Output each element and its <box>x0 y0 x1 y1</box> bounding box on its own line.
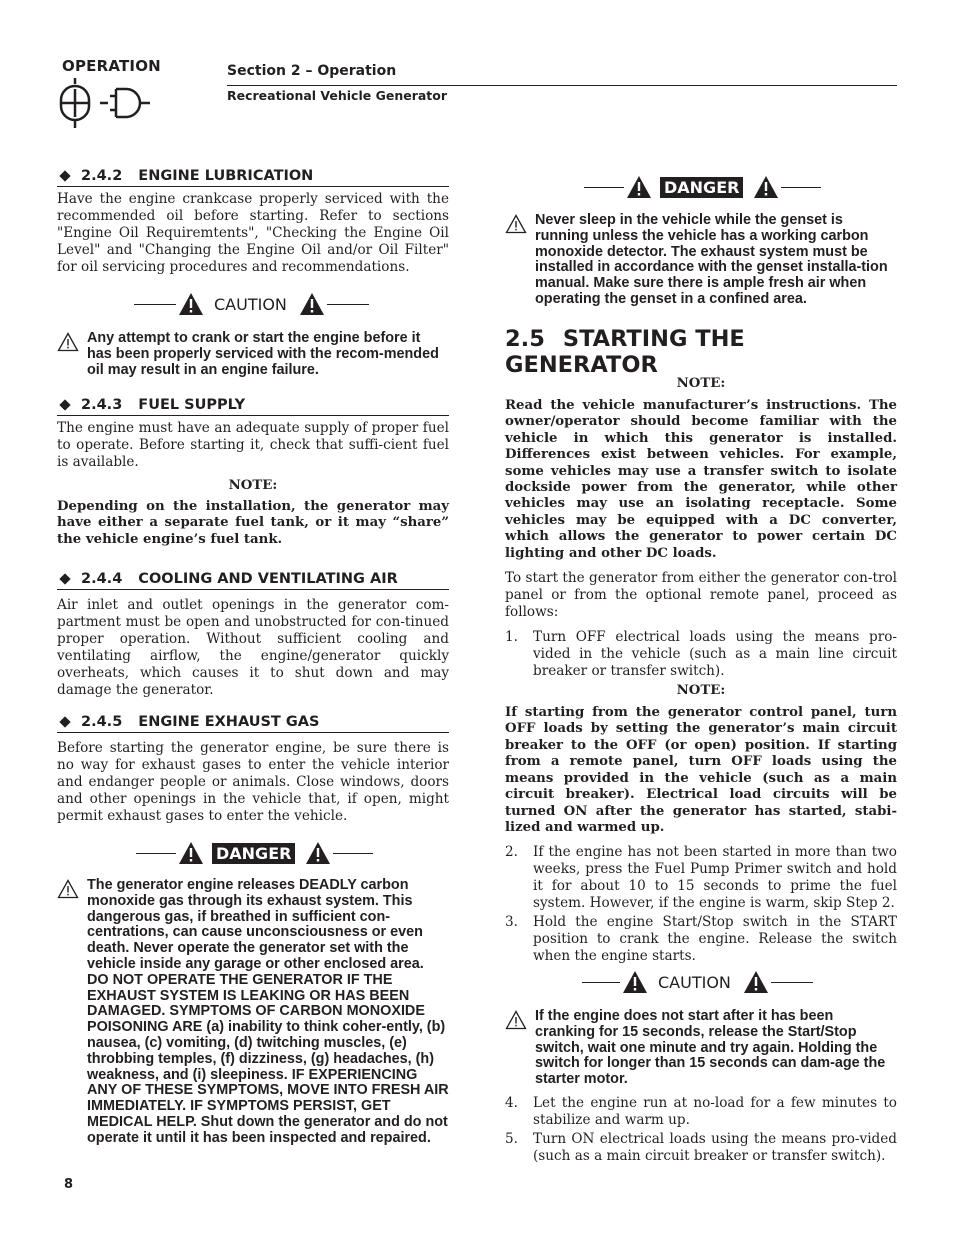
section-2-4-3 <box>57 397 449 548</box>
danger-text: The generator engine releases DEADLY carbon monoxide gas through its exhaust system. This dangerous gas, if breathed in sufficient con-centrations, can cause unconsciousness or even death. Never operate the generator set with the vehicle inside any garage or other enclosed area. DO NOT OPERATE THE GENERATOR IF THE EXHAUST SYSTEM IS LEAKING OR HAS BEEN DAMAGED. SYMPTOMS OF CARBON MONOXIDE POISONING ARE (a) inability to think coher-ently, (b) nausea, (c) vomiting, (d) twitching muscles, (e) throbbing temples, (f) dizziness, (g) headaches, (h) weakness, and (i) sleepiness. IF EXPERIENCING ANY OF THESE SYMPTOMS, MOVE INTO FRESH AIR IMMEDIATELY. IF SYMPTOMS PERSIST, GET MEDICAL HELP. Shut down the generator and do not operate it until it has been inspected and repaired. <box>87 877 449 1146</box>
note-text: If starting from the generator control panel, turn OFF loads by setting the generator’s main circuit breaker to the OFF (or open) position. If starting from a remote panel, turn OFF loads using the means provided in the vehicle (such as a main circuit breaker). Electrical load circuits will be turned ON after the generator has started, stabi-lized and warmed up. <box>505 705 897 835</box>
list-text: Let the engine run at no-load for a few minutes to stabilize and warm up. <box>533 1095 897 1128</box>
section-2-4-5 <box>57 714 449 825</box>
section-number: 2.4.4 <box>81 571 123 587</box>
list-number: 3. <box>505 914 518 931</box>
danger-banner <box>136 841 373 865</box>
section-title: FUEL SUPPLY <box>138 397 246 413</box>
caution-message <box>57 331 449 378</box>
list-item <box>505 1131 897 1165</box>
list-item <box>505 914 897 965</box>
section-title: ENGINE EXHAUST GAS <box>138 714 320 730</box>
diamond-bullet-icon <box>59 573 70 584</box>
warning-triangle-icon <box>743 970 769 994</box>
warning-triangle-icon <box>299 292 325 316</box>
section-subtitle: Recreational Vehicle Generator <box>227 88 448 103</box>
warning-triangle-icon <box>505 214 527 234</box>
note-text: Depending on the installation, the generator may have either a separate fuel tank, or it may “share” the vehicle engine’s fuel tank. <box>57 499 449 547</box>
section-title: COOLING AND VENTILATING AIR <box>138 571 398 587</box>
steps-continued <box>505 1095 897 1165</box>
caution-message <box>505 1009 897 1088</box>
caution-label: CAUTION <box>658 972 731 992</box>
section-2-5 <box>505 326 897 965</box>
diamond-bullet-icon <box>59 716 70 727</box>
list-item <box>505 844 897 912</box>
list-number: 5. <box>505 1131 518 1147</box>
danger-text: Never sleep in the vehicle while the genset is running unless the vehicle has a working carbon monoxide detector. The exhaust system must be installed in accordance with the genset installa-tion manual. Make sure there is ample fresh air when operating the genset in a confined area. <box>535 212 888 307</box>
body-paragraph: Before starting the generator engine, be sure there is no way for exhaust gases to enter the vehicle interior and endanger people or animals. Close windows, doors and other openings in the vehicle that, if open, might permit exhaust gases to enter the vehicle. <box>57 740 449 824</box>
plug-and-socket-icon <box>58 78 158 133</box>
list-number: 1. <box>505 629 518 646</box>
danger-message <box>57 878 449 1147</box>
section-2-4-4 <box>57 571 449 699</box>
section-heading <box>505 326 897 378</box>
list-item <box>505 629 897 680</box>
danger-banner <box>584 175 821 199</box>
section-heading <box>57 397 449 416</box>
warning-triangle-icon <box>626 175 652 199</box>
warning-triangle-icon <box>57 332 79 352</box>
caution-banner <box>582 970 813 994</box>
section-number: 2.4.2 <box>81 168 123 184</box>
note-label: NOTE: <box>676 683 726 699</box>
caution-text: If the engine does not start after it has been cranking for 15 seconds, release the Start/Stop switch, wait one minute and try again. Holding the switch for longer than 15 seconds can dam-age the starter motor. <box>535 1008 886 1088</box>
warning-triangle-icon <box>753 175 779 199</box>
list-text: Turn ON electrical loads using the means pro-vided (such as a main circuit breaker or transfer switch). <box>533 1131 897 1164</box>
list-item <box>505 1095 897 1129</box>
warning-triangle-icon <box>305 841 331 865</box>
section-title: ENGINE LUBRICATION <box>138 168 314 184</box>
list-text: If the engine has not been started in more than two weeks, press the Fuel Pump Primer switch and hold it for about 10 to 15 seconds to prime the fuel system. However, if the engine is warm, skip Step 2. <box>533 844 897 912</box>
note-label: NOTE: <box>676 376 726 391</box>
section-heading <box>57 714 449 733</box>
section-heading: Section 2 – Operation <box>227 63 397 79</box>
body-paragraph: Air inlet and outlet openings in the generator com-partment must be open and unobstructed for con-tinued proper operation. Without sufficient cooling and ventilating airflow, the engine/generator quickly overheats, which causes it to shut down and may damage the generator. <box>57 597 449 698</box>
list-number: 4. <box>505 1095 518 1111</box>
diamond-bullet-icon <box>59 399 70 410</box>
section-title: STARTING THE GENERATOR <box>505 326 745 378</box>
warning-triangle-icon <box>505 1010 527 1030</box>
caution-text: Any attempt to crank or start the engine before it has been properly serviced with the recom-mended oil may result in an engine failure. <box>87 330 439 378</box>
body-paragraph: To start the generator from either the generator con-trol panel or from the optional remote panel, proceed as follows: <box>505 570 897 621</box>
operation-logo-label: OPERATION <box>62 57 161 75</box>
header-rule <box>227 85 897 86</box>
caution-label: CAUTION <box>214 294 287 314</box>
diamond-bullet-icon <box>59 170 70 181</box>
warning-triangle-icon <box>178 841 204 865</box>
section-heading <box>57 571 449 590</box>
note-label: NOTE: <box>228 478 278 493</box>
section-2-4-2 <box>57 168 449 276</box>
caution-banner <box>134 292 369 316</box>
warning-triangle-icon <box>57 879 79 899</box>
body-paragraph: Have the engine crankcase properly serviced with the recommended oil before starting. Refer to sections "Engine Oil Requiremtents", "Checking the Engine Oil Level" and "Changing the Engine Oil and/or Oil Filter" for oil servicing procedures and recommendations. <box>57 191 449 275</box>
warning-triangle-icon <box>178 292 204 316</box>
list-text: Hold the engine Start/Stop switch in the START position to crank the engine. Release the switch when the engine starts. <box>533 914 897 965</box>
list-number: 2. <box>505 844 518 861</box>
section-number: 2.5 <box>505 326 545 352</box>
danger-message <box>505 213 897 308</box>
note-text: Read the vehicle manufacturer’s instructions. The owner/operator should become familiar with the vehicle in which this generator is installed. Differences exist between vehicles. For example, some vehicles may use a transfer switch to isolate dockside power from the generator, while other vehicles may use an isolating receptacle. Some vehicles may be equipped with a DC converter, which allows the generator to power certain DC lighting and other DC loads. <box>505 398 897 561</box>
section-number: 2.4.5 <box>81 714 123 730</box>
section-number: 2.4.3 <box>81 397 123 413</box>
list-text: Turn OFF electrical loads using the means pro-vided in the vehicle (such as a main line circuit breaker or transfer switch). <box>533 629 897 680</box>
body-paragraph: The engine must have an adequate supply of proper fuel to operate. Before starting it, check that suffi-cient fuel is available. <box>57 420 449 470</box>
warning-triangle-icon <box>622 970 648 994</box>
section-heading <box>57 168 449 187</box>
danger-label: DANGER <box>660 177 743 198</box>
danger-label: DANGER <box>212 843 295 864</box>
page-number: 8 <box>64 1177 74 1192</box>
